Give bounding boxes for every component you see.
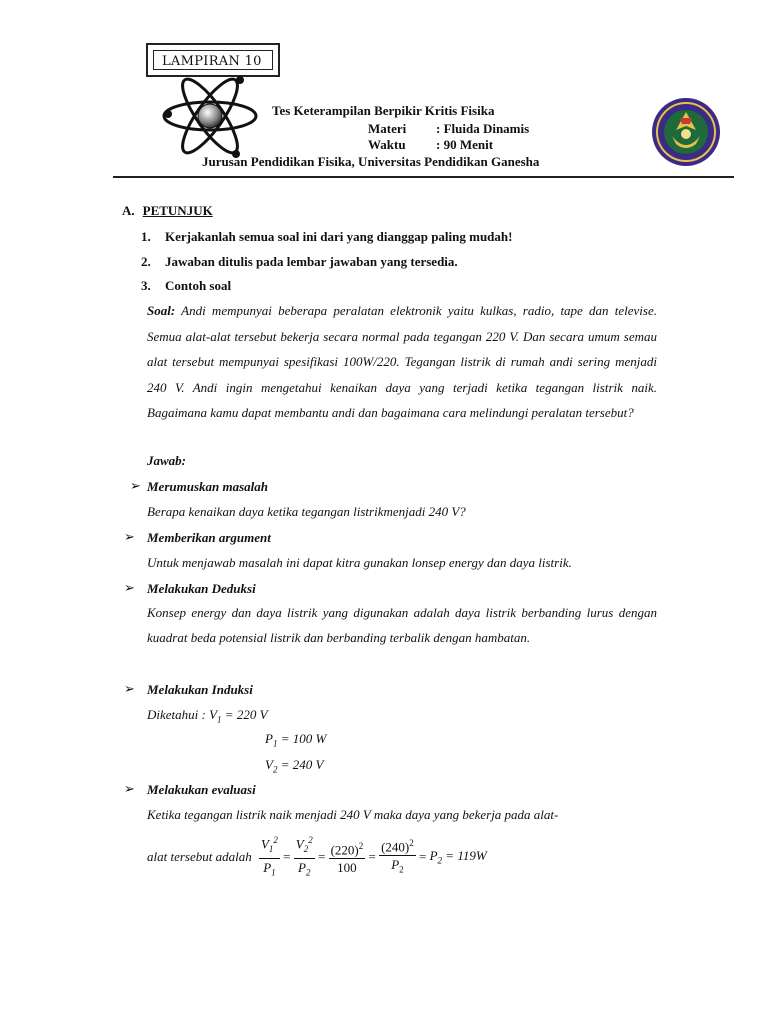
equation-result: $P_2 = 119W$ xyxy=(429,847,487,866)
soal-paragraph xyxy=(147,298,657,426)
arrow-bullet-icon: ➢ xyxy=(124,682,135,697)
equation-lead-text: alat tersebut adalah xyxy=(147,848,252,864)
step-text: Berapa kenaikan daya ketika tegangan listrikmenjadi 240 V? xyxy=(147,504,466,519)
soal-label: Soal: xyxy=(147,303,176,318)
materi-label: Materi xyxy=(368,121,407,136)
list-item-text: Contoh soal xyxy=(165,278,232,293)
section-letter: A. xyxy=(122,203,135,218)
given-v2: $V_2 = 240$ V xyxy=(265,757,324,775)
arrow-bullet-icon: ➢ xyxy=(124,581,135,596)
step-title: Merumuskan masalah xyxy=(147,479,269,494)
step-text: Untuk menjawab masalah ini dapat kitra gunakan lonsep energy dan daya listrik. xyxy=(147,555,572,570)
step-text: Konsep energy dan daya listrik yang digunakan adalah daya listrik berbanding lurus dengan kuadrat beda potensial listrik dan berbanding terbalik dengan hambatan. xyxy=(147,605,657,646)
list-item: 3. Contoh soal xyxy=(141,278,232,293)
equation-fraction: $\frac{(220)^2}{100}$ xyxy=(329,838,366,876)
lampiran-label: LAMPIRAN 10 xyxy=(153,50,273,70)
arrow-bullet-icon: ➢ xyxy=(130,479,141,494)
arrow-bullet-icon: ➢ xyxy=(124,530,135,545)
waktu-value: : 90 Menit xyxy=(436,137,494,152)
section-heading xyxy=(122,203,213,219)
institution: Jurusan Pendidikan Fisika, Universitas Pendidikan Ganesha xyxy=(202,154,540,169)
list-item-text: Kerjakanlah semua soal ini dari yang dianggap paling mudah! xyxy=(165,229,513,244)
materi-value: : Fluida Dinamis xyxy=(436,121,530,136)
atom-logo-icon xyxy=(160,70,260,160)
arrow-bullet-icon: ➢ xyxy=(124,782,135,797)
jawab-label: Jawab: xyxy=(147,453,186,468)
soal-text: Andi mempunyai beberapa peralatan elektronik yaitu kulkas, radio, tape dan televise. Semua alat-alat tersebut bekerja secara normal pada tegangan 220 V. Dan secara umum semau alat tersebut mempunyai spesifikasi 100W/220. Tegangan listrik di rumah andi sering menjadi 240 V. Andi ingin mengetahui kenaikan daya yang terjadi ketika tegangan listrik naik. Bagaimana kamu dapat membantu andi dan bagaimana cara melindungi peralatan tersebut? xyxy=(147,303,657,421)
waktu-label: Waktu xyxy=(368,137,406,152)
test-title: Tes Keterampilan Berpikir Kritis Fisika xyxy=(272,103,495,118)
step-text: Ketika tegangan listrik naik menjadi 240 V maka daya yang bekerja pada alat- xyxy=(147,807,559,822)
step-title: Melakukan Induksi xyxy=(147,682,253,697)
step-title: Melakukan evaluasi xyxy=(147,782,256,797)
header-divider xyxy=(113,176,734,178)
equation-fraction: $\frac{V_2^2}{P_2}$ xyxy=(294,832,315,882)
equation-line: alat tersebut adalah $\frac{V_1^2}{P_1}$ = $\frac{V_2^2}{P_2}$ = $\frac{(220)^2}{100}$ = $\frac{(240)^2}{P_2}$ = $P_2 = 119W$ xyxy=(147,832,487,882)
step-title: Melakukan Deduksi xyxy=(147,581,256,596)
section-title: PETUNJUK xyxy=(142,203,213,218)
equation-fraction: $\frac{V_1^2}{P_1}$ xyxy=(259,832,280,882)
given-v1: Diketahui : $V_1 = 220$ V xyxy=(147,707,268,725)
list-item: 2. Jawaban ditulis pada lembar jawaban yang tersedia. xyxy=(141,254,458,269)
university-seal-icon xyxy=(650,96,722,168)
list-item: 1. Kerjakanlah semua soal ini dari yang dianggap paling mudah! xyxy=(141,229,513,244)
equation-fraction: $\frac{(240)^2}{P_2}$ xyxy=(379,835,416,879)
given-p1: $P_1 = 100$ W xyxy=(265,731,327,749)
step-title: Memberikan argument xyxy=(147,530,271,545)
list-item-text: Jawaban ditulis pada lembar jawaban yang tersedia. xyxy=(165,254,458,269)
